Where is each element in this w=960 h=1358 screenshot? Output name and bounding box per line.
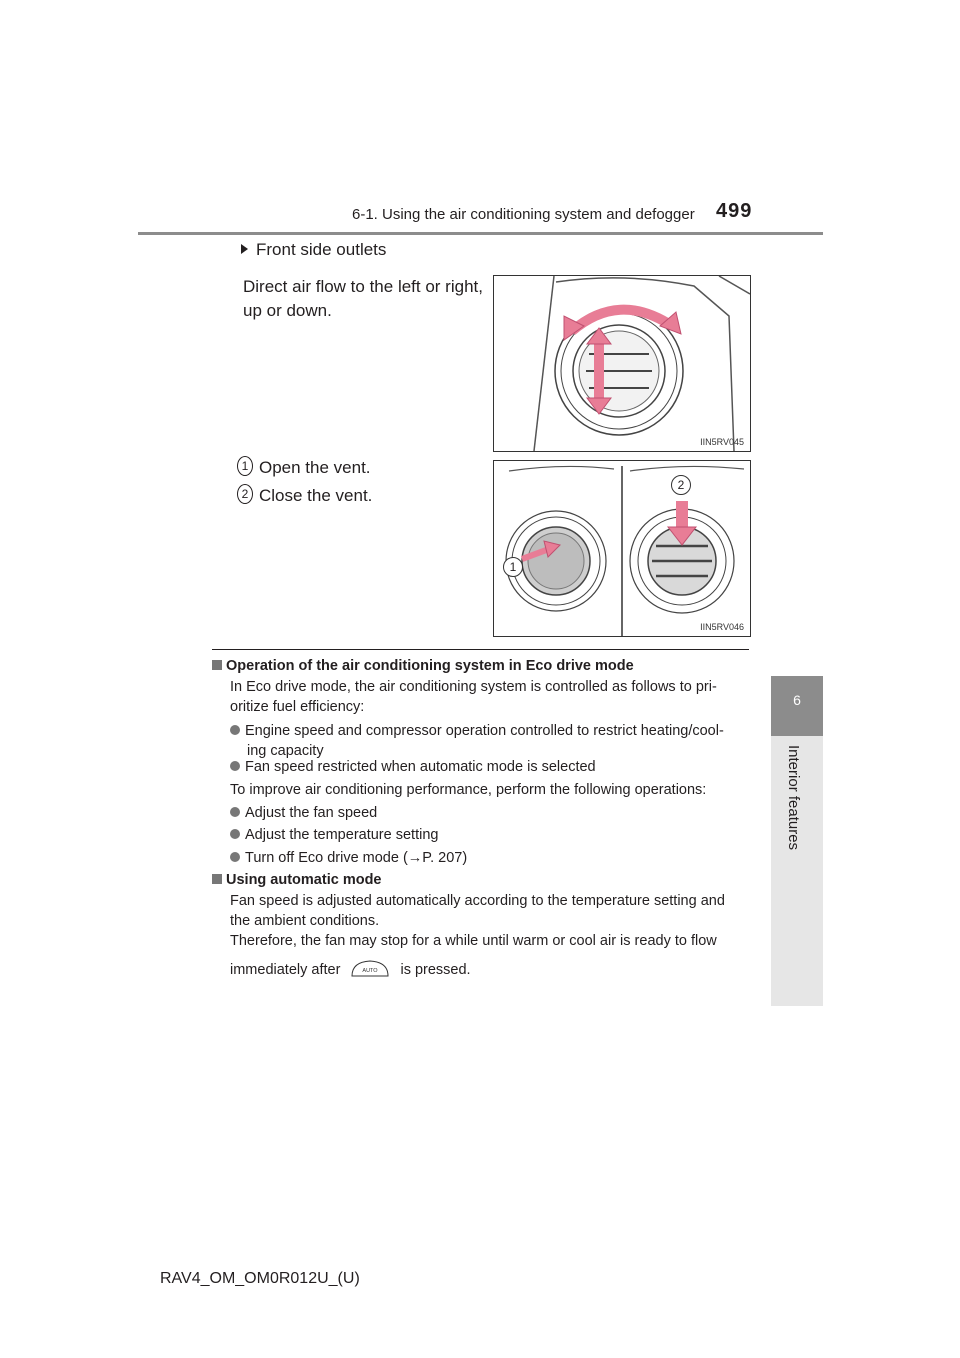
chapter-tab-number: 6	[793, 692, 801, 708]
list-item: Adjust the temperature setting	[230, 825, 438, 845]
section-description: Direct air flow to the left or right, up or down.	[243, 277, 483, 320]
note-title-eco: Operation of the air conditioning system in Eco drive mode	[212, 656, 634, 676]
vent-open-close-illustration	[494, 461, 750, 636]
circle-bullet-icon	[230, 761, 240, 771]
figure-code-label: IIN5RV045	[700, 437, 744, 447]
step-item: 2 Close the vent.	[237, 484, 372, 508]
section-title: Front side outlets	[241, 240, 386, 260]
vent-direction-illustration	[494, 276, 750, 451]
chapter-tab-label: Interior features	[785, 745, 802, 851]
list-item: Engine speed and compressor operation controlled to restrict heating/cool- ing capacity	[230, 721, 724, 761]
square-bullet-icon	[212, 874, 222, 884]
note-auto-text: Fan speed is adjusted automatically according to the temperature setting and the ambient conditions. Therefore, the fan may stop for a while until warm or cool air is ready to flow immediately after AUTO is pressed.	[230, 893, 725, 978]
document-footer-code: RAV4_OM_OM0R012U_(U)	[160, 1270, 360, 1287]
circle-bullet-icon	[230, 829, 240, 839]
page-reference-link[interactable]: P. 207)	[422, 850, 468, 866]
arrow-right-icon: →	[407, 850, 423, 866]
step-number-badge: 2	[237, 484, 253, 504]
list-item: Turn off Eco drive mode (→P. 207)	[230, 848, 467, 868]
figure-code-label: IIN5RV046	[700, 622, 744, 632]
figure-vent-open-close	[493, 460, 751, 637]
triangle-bullet-icon	[241, 244, 248, 254]
note-eco-intro: In Eco drive mode, the air conditioning system is controlled as follows to pri- oritize fuel efficiency:	[230, 679, 717, 715]
header-divider	[138, 232, 823, 235]
page-number: 499	[716, 200, 753, 222]
square-bullet-icon	[212, 660, 222, 670]
note-eco-improve: To improve air conditioning performance, perform the following operations:	[230, 782, 707, 798]
callout-2: 2	[671, 475, 691, 495]
list-item: Fan speed restricted when automatic mode is selected	[230, 757, 596, 777]
circle-bullet-icon	[230, 725, 240, 735]
notes-divider	[212, 649, 749, 650]
circle-bullet-icon	[230, 807, 240, 817]
list-item: Adjust the fan speed	[230, 803, 377, 823]
auto-button-icon	[350, 959, 390, 977]
callout-1: 1	[503, 557, 523, 577]
figure-vent-direction	[493, 275, 751, 452]
circle-bullet-icon	[230, 852, 240, 862]
step-number-badge: 1	[237, 456, 253, 476]
chapter-header-title: 6-1. Using the air conditioning system and defogger	[352, 206, 695, 223]
step-item: 1 Open the vent.	[237, 456, 371, 480]
note-title-auto: Using automatic mode	[212, 870, 382, 890]
auto-button-label: AUTO	[362, 968, 379, 974]
